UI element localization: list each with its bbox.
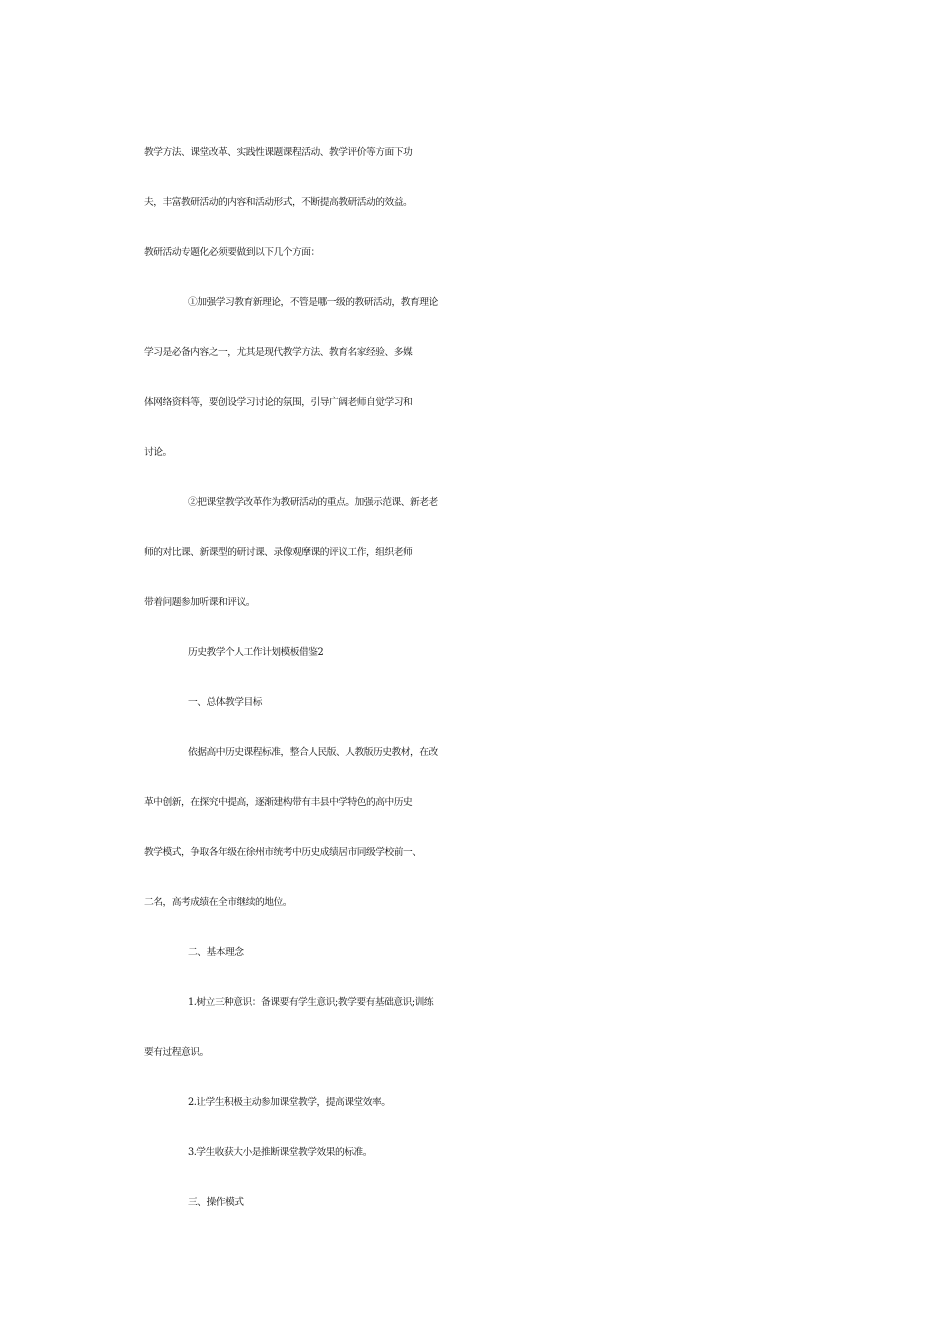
section-title: 历史教学个人工作计划模板借鉴2 — [188, 647, 324, 658]
paragraph-line: 教研活动专题化必须要做到以下几个方面： — [144, 247, 320, 258]
list-item: 1.树立三种意识：备课要有学生意识;教学要有基础意识;训练 — [188, 997, 434, 1008]
list-item: 3.学生收获大小是推断课堂教学效果的标准。 — [188, 1147, 373, 1158]
list-item-continuation: 要有过程意识。 — [144, 1047, 209, 1058]
paragraph-line: 师的对比课、新课型的研讨课、录像观摩课的评议工作，组织老师 — [144, 547, 413, 558]
paragraph-line: 教学方法、课堂改革、实践性课题课程活动、教学评价等方面下功 — [144, 147, 413, 158]
paragraph-line: 讨论。 — [144, 447, 172, 458]
paragraph-line: ②把课堂教学改革作为教研活动的重点。加强示范课、新老老 — [188, 497, 438, 508]
list-item: 2.让学生积极主动参加课堂教学，提高课堂效率。 — [188, 1097, 391, 1108]
paragraph-line: 带着问题参加听课和评议。 — [144, 597, 255, 608]
paragraph-line: 革中创新，在探究中提高，逐渐建构带有丰县中学特色的高中历史 — [144, 797, 413, 808]
paragraph-line: 夫，丰富教研活动的内容和活动形式，不断提高教研活动的效益。 — [144, 197, 413, 208]
paragraph-line: 二名，高考成绩在全市继续的地位。 — [144, 897, 292, 908]
section-heading: 二、基本理念 — [188, 947, 244, 958]
section-heading: 三、操作模式 — [188, 1197, 244, 1208]
section-heading: 一、总体教学目标 — [188, 697, 262, 708]
paragraph-line: 依据高中历史课程标准，整合人民版、人教版历史教材，在改 — [188, 747, 438, 758]
paragraph-line: 体网络资料等，要创设学习讨论的氛围，引导广阔老师自觉学习和 — [144, 397, 413, 408]
paragraph-line: 教学模式，争取各年级在徐州市统考中历史成绩居市同级学校前一、 — [144, 847, 422, 858]
paragraph-line: 学习是必备内容之一，尤其是现代教学方法、教育名家经验、多媒 — [144, 347, 413, 358]
paragraph-line: ①加强学习教育新理论，不管是哪一级的教研活动，教育理论 — [188, 297, 438, 308]
